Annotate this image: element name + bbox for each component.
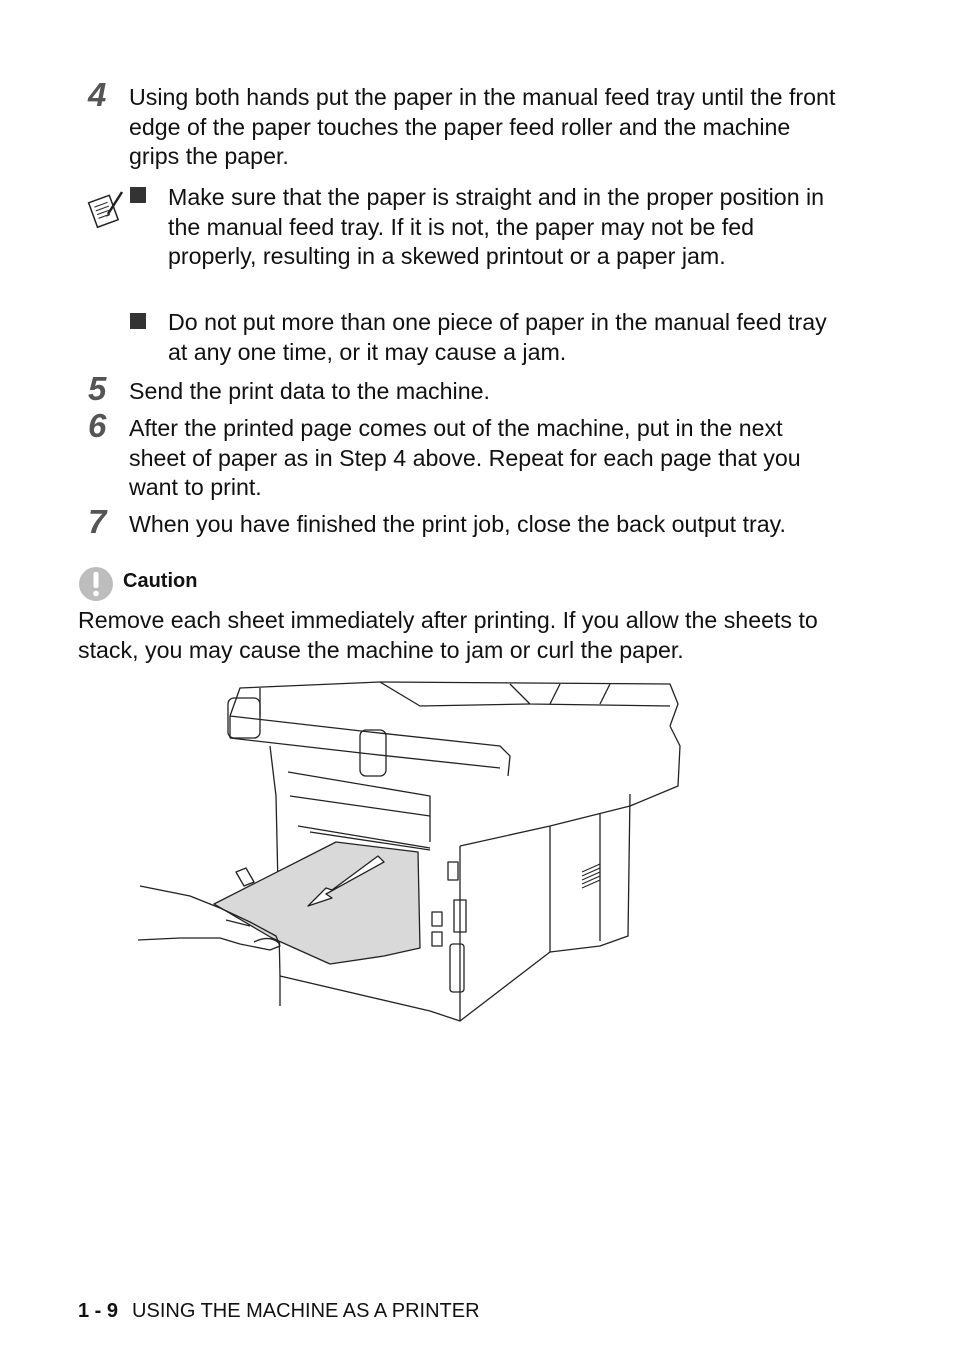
- note-item: Do not put more than one piece of paper in the manual feed tray at any one time, or it may cause a jam.: [168, 309, 827, 365]
- page-number: 1 - 9: [78, 1300, 119, 1322]
- note-item: Make sure that the paper is straight and in the proper position in the manual feed tray. If it is not, the paper may not be fed properly, resulting in a skewed printout or a paper jam.: [168, 184, 825, 269]
- caution-text: Remove each sheet immediately after printing. If you allow the sheets to stack, you may cause the machine to jam or curl the paper.: [78, 607, 818, 663]
- step-text: Send the print data to the machine.: [129, 378, 490, 404]
- step-number: 4: [88, 76, 107, 113]
- step-number: 5: [88, 370, 107, 407]
- printer-illustration: [130, 676, 690, 1036]
- step-number: 7: [88, 503, 107, 540]
- step-text: Using both hands put the paper in the manual feed tray until the front edge of the paper touches the paper feed roller and the machine grips the paper.: [129, 84, 836, 169]
- step-text: When you have finished the print job, close the back output tray.: [129, 511, 786, 537]
- caution-title: Caution: [123, 570, 198, 592]
- bullet-marker: [130, 313, 146, 335]
- bullet-marker: [130, 187, 146, 209]
- exclamation-icon: [78, 566, 114, 602]
- page-footer: [78, 1300, 480, 1323]
- step-number: 6: [88, 407, 107, 444]
- note-pencil-icon: [86, 188, 126, 228]
- section-title: USING THE MACHINE AS A PRINTER: [132, 1300, 480, 1322]
- step-text: After the printed page comes out of the machine, put in the next sheet of paper as in Step 4 above. Repeat for each page that you want to print.: [129, 415, 801, 500]
